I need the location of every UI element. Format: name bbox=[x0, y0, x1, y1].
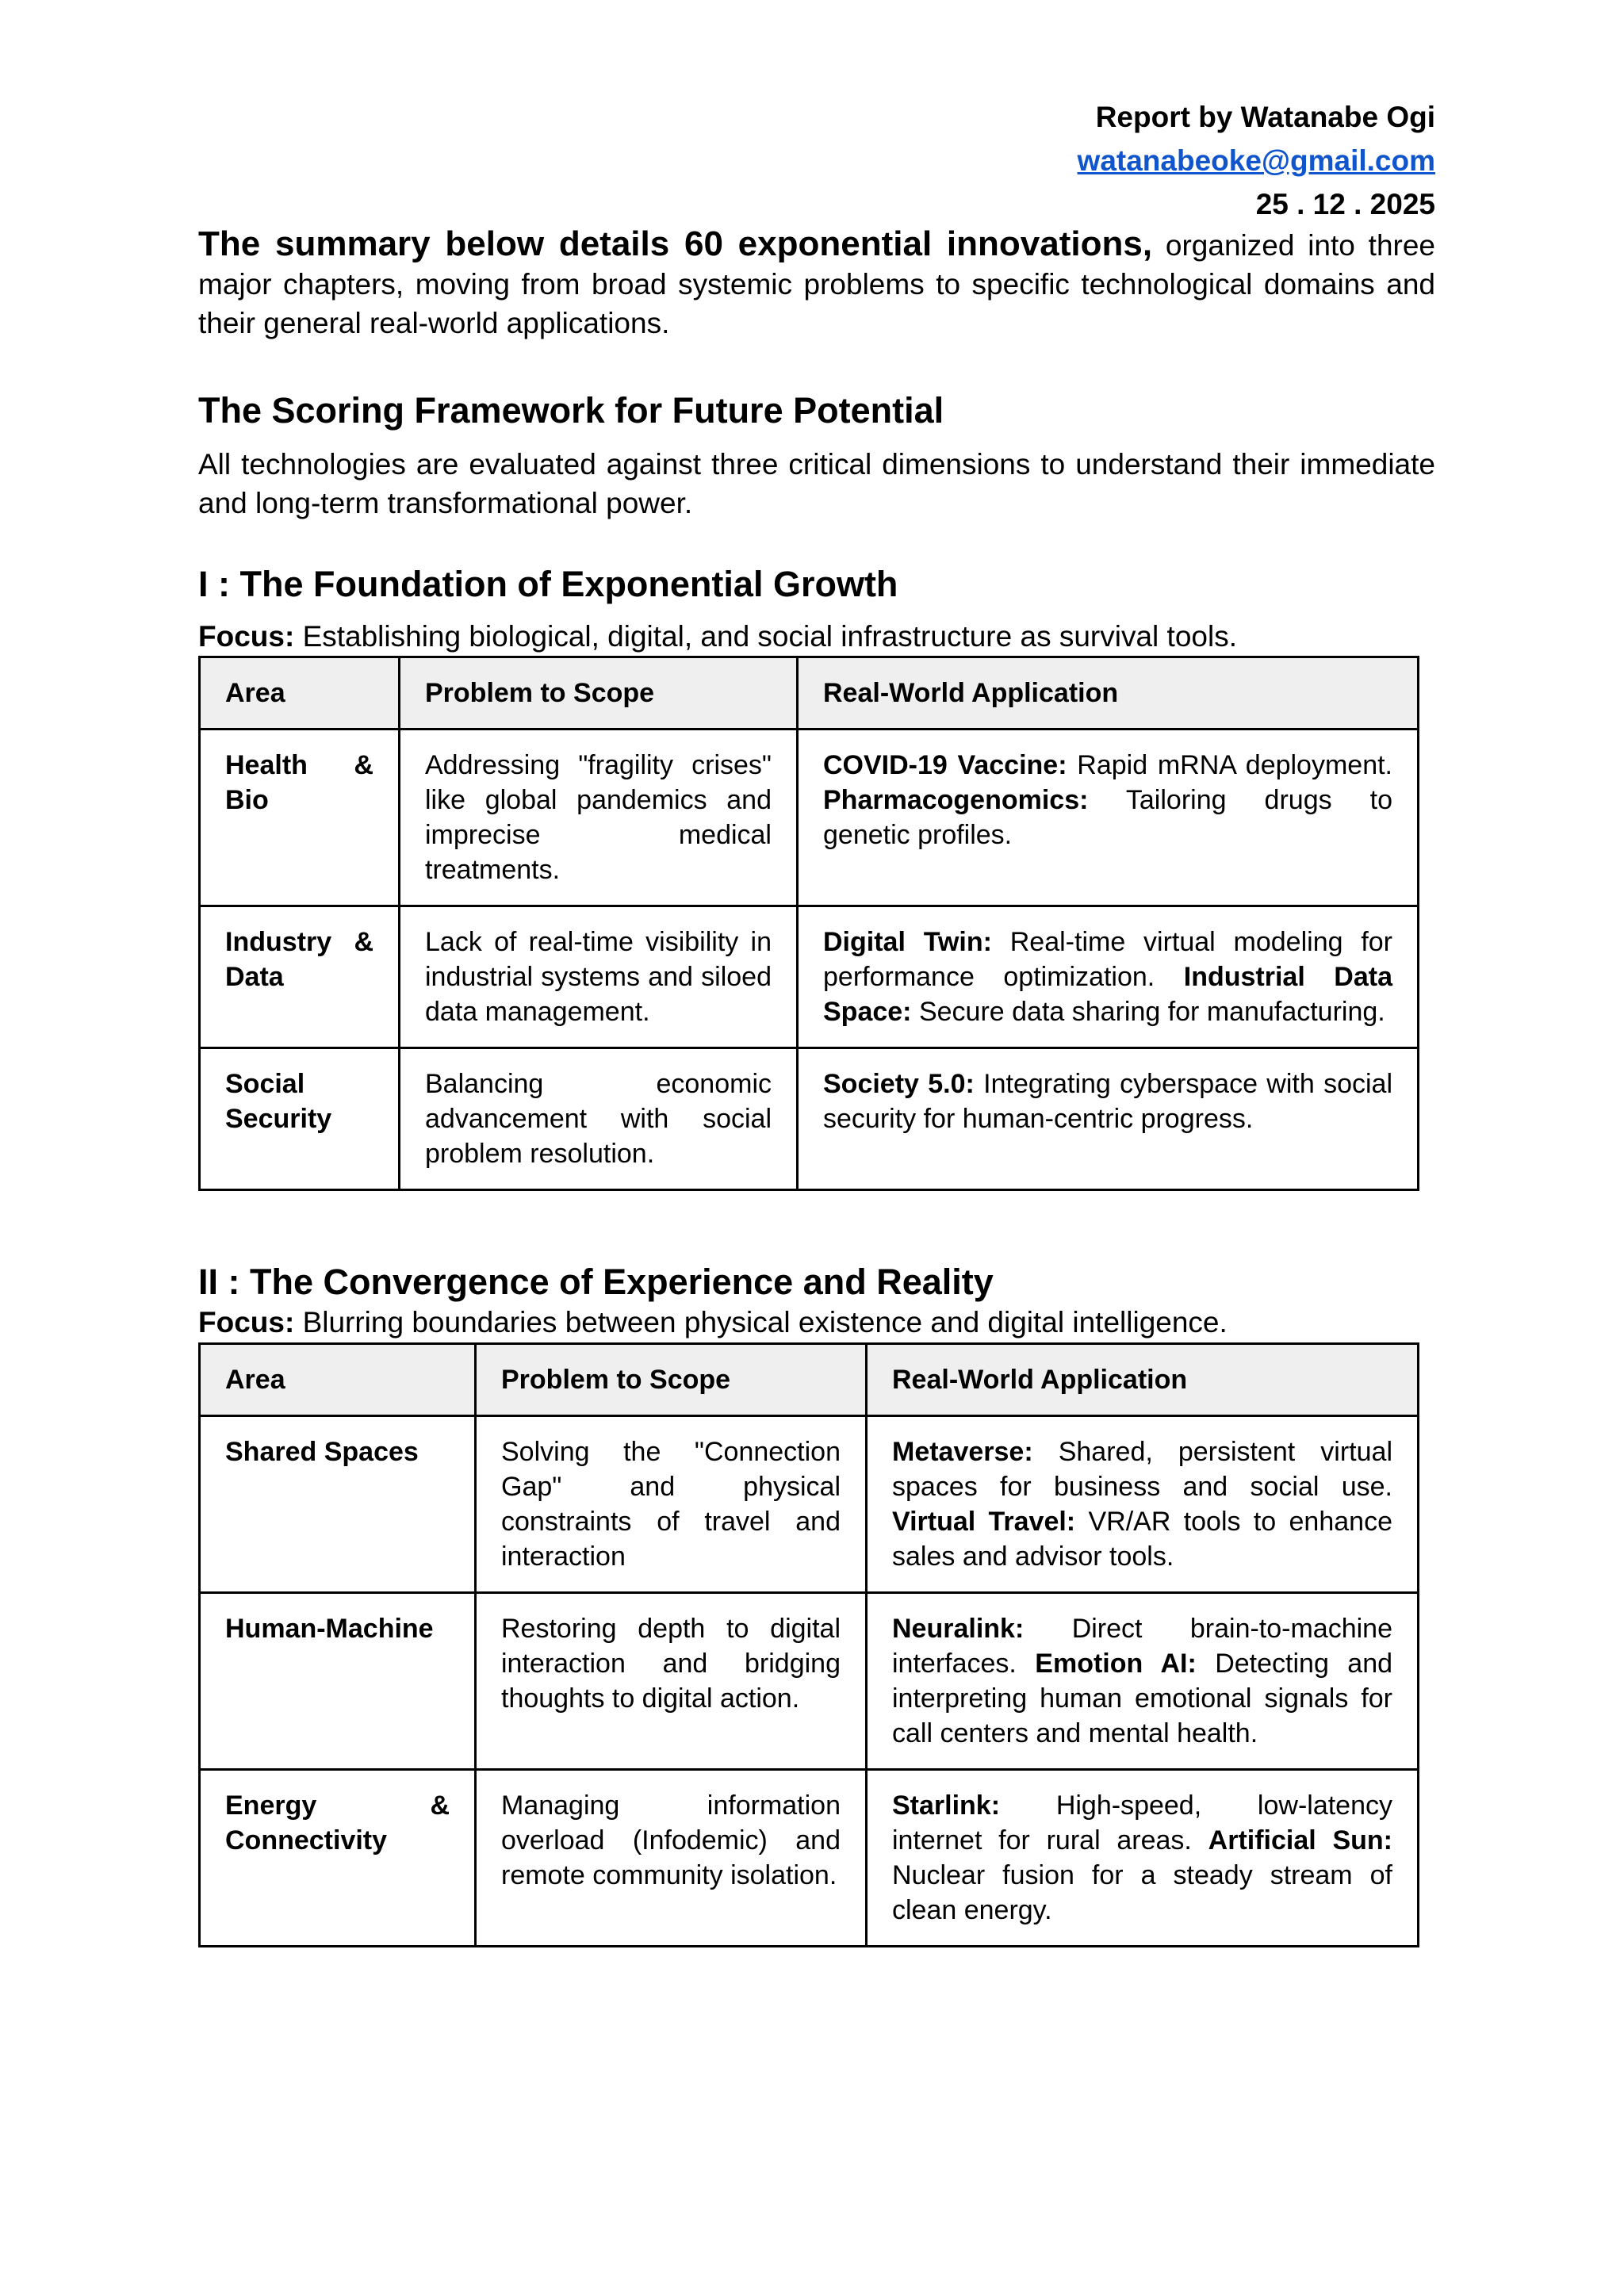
application-cell bbox=[867, 1770, 1419, 1947]
table-header-row bbox=[200, 657, 1419, 730]
section-2-heading: II : The Convergence of Experience and Reality bbox=[198, 1262, 994, 1302]
focus-label: Focus: bbox=[198, 620, 295, 653]
table-row bbox=[200, 730, 1419, 906]
area-cell: Industry & Data bbox=[200, 906, 400, 1048]
section-2-focus bbox=[198, 1305, 1435, 1340]
table-row bbox=[200, 906, 1419, 1048]
author-line: Report by Watanabe Ogi bbox=[1095, 101, 1435, 133]
problem-cell: Managing information overload (Infodemic) and remote community isolation. bbox=[476, 1770, 867, 1947]
app-desc: VR/AR tools to enhance sales and advisor tools. bbox=[892, 1507, 1392, 1572]
author-email-link[interactable]: watanabeoke@gmail.com bbox=[1077, 144, 1435, 177]
intro-paragraph bbox=[198, 224, 1435, 343]
app-desc: Direct brain-to-machine interfaces. bbox=[892, 1614, 1392, 1679]
problem-cell: Solving the "Connection Gap" and physical constraints of travel and interaction bbox=[476, 1416, 867, 1593]
app-term: Starlink: bbox=[892, 1790, 1001, 1821]
table-header-row bbox=[200, 1344, 1419, 1416]
problem-cell: Lack of real-time visibility in industrial systems and siloed data management. bbox=[400, 906, 798, 1048]
app-term: Society 5.0: bbox=[823, 1069, 975, 1099]
app-desc: Shared, persistent virtual spaces for business and social use. bbox=[892, 1437, 1393, 1502]
app-term: COVID-19 Vaccine: bbox=[823, 750, 1067, 780]
scoring-heading: The Scoring Framework for Future Potential bbox=[198, 390, 944, 431]
app-desc: Tailoring drugs to genetic profiles. bbox=[823, 785, 1392, 850]
app-term: Metaverse: bbox=[892, 1437, 1033, 1467]
table-row bbox=[200, 1048, 1419, 1190]
app-desc: Detecting and interpreting human emotional signals for call centers and mental health. bbox=[892, 1649, 1393, 1748]
app-term: Emotion AI: bbox=[1035, 1649, 1197, 1679]
problem-cell: Restoring depth to digital interaction and bridging thoughts to digital action. bbox=[476, 1593, 867, 1770]
application-cell bbox=[798, 1048, 1419, 1190]
area-cell: Health & Bio bbox=[200, 730, 400, 906]
application-cell bbox=[798, 730, 1419, 906]
section-1-focus bbox=[198, 619, 1435, 654]
application-cell bbox=[798, 906, 1419, 1048]
focus-label: Focus: bbox=[198, 1306, 295, 1338]
problem-cell: Balancing economic advancement with social problem resolution. bbox=[400, 1048, 798, 1190]
app-desc: Rapid mRNA deployment. bbox=[1077, 750, 1393, 780]
intro-text: organized into three major chapters, moving from broad systemic problems to specific technological domains and their general real-world applications. bbox=[198, 229, 1436, 339]
header-area: Area bbox=[200, 657, 400, 730]
focus-text: Establishing biological, digital, and social infrastructure as survival tools. bbox=[302, 620, 1237, 653]
area-cell: Human-Machine bbox=[200, 1593, 476, 1770]
app-desc: Integrating cyberspace with social security for human-centric progress. bbox=[823, 1069, 1392, 1134]
area-cell: Social Security bbox=[200, 1048, 400, 1190]
problem-cell: Addressing "fragility crises" like global pandemics and imprecise medical treatments. bbox=[400, 730, 798, 906]
report-date: 25 . 12 . 2025 bbox=[1255, 188, 1435, 220]
table-row bbox=[200, 1593, 1419, 1770]
app-term: Industrial Data Space: bbox=[823, 962, 1392, 1027]
focus-text: Blurring boundaries between physical existence and digital intelligence. bbox=[302, 1306, 1228, 1338]
area-cell: Energy & Connectivity bbox=[200, 1770, 476, 1947]
section-1-table bbox=[198, 656, 1419, 1191]
app-term: Artificial Sun: bbox=[1208, 1825, 1392, 1855]
app-desc: Secure data sharing for manufacturing. bbox=[918, 997, 1385, 1027]
application-cell bbox=[867, 1416, 1419, 1593]
app-desc: Real-time virtual modeling for performance optimization. bbox=[823, 927, 1392, 992]
app-desc: Nuclear fusion for a steady stream of clean energy. bbox=[892, 1860, 1392, 1925]
intro-lead: The summary below details 60 exponential innovations, bbox=[198, 224, 1153, 263]
app-term: Pharmacogenomics: bbox=[823, 785, 1089, 815]
application-cell bbox=[867, 1593, 1419, 1770]
app-term: Virtual Travel: bbox=[892, 1507, 1076, 1537]
report-header bbox=[1078, 95, 1435, 226]
app-term: Neuralink: bbox=[892, 1614, 1025, 1644]
header-area: Area bbox=[200, 1344, 476, 1416]
scoring-paragraph: All technologies are evaluated against three critical dimensions to understand their immediate and long-term transformational power. bbox=[198, 448, 1435, 519]
section-1-heading: I : The Foundation of Exponential Growth bbox=[198, 564, 898, 604]
table-row bbox=[200, 1416, 1419, 1593]
header-application: Real-World Application bbox=[798, 657, 1419, 730]
area-cell: Shared Spaces bbox=[200, 1416, 476, 1593]
table-row bbox=[200, 1770, 1419, 1947]
app-desc: High-speed, low-latency internet for rural areas. bbox=[892, 1790, 1392, 1855]
header-application: Real-World Application bbox=[867, 1344, 1419, 1416]
header-problem: Problem to Scope bbox=[476, 1344, 867, 1416]
header-problem: Problem to Scope bbox=[400, 657, 798, 730]
app-term: Digital Twin: bbox=[823, 927, 992, 957]
section-2-table bbox=[198, 1342, 1419, 1947]
